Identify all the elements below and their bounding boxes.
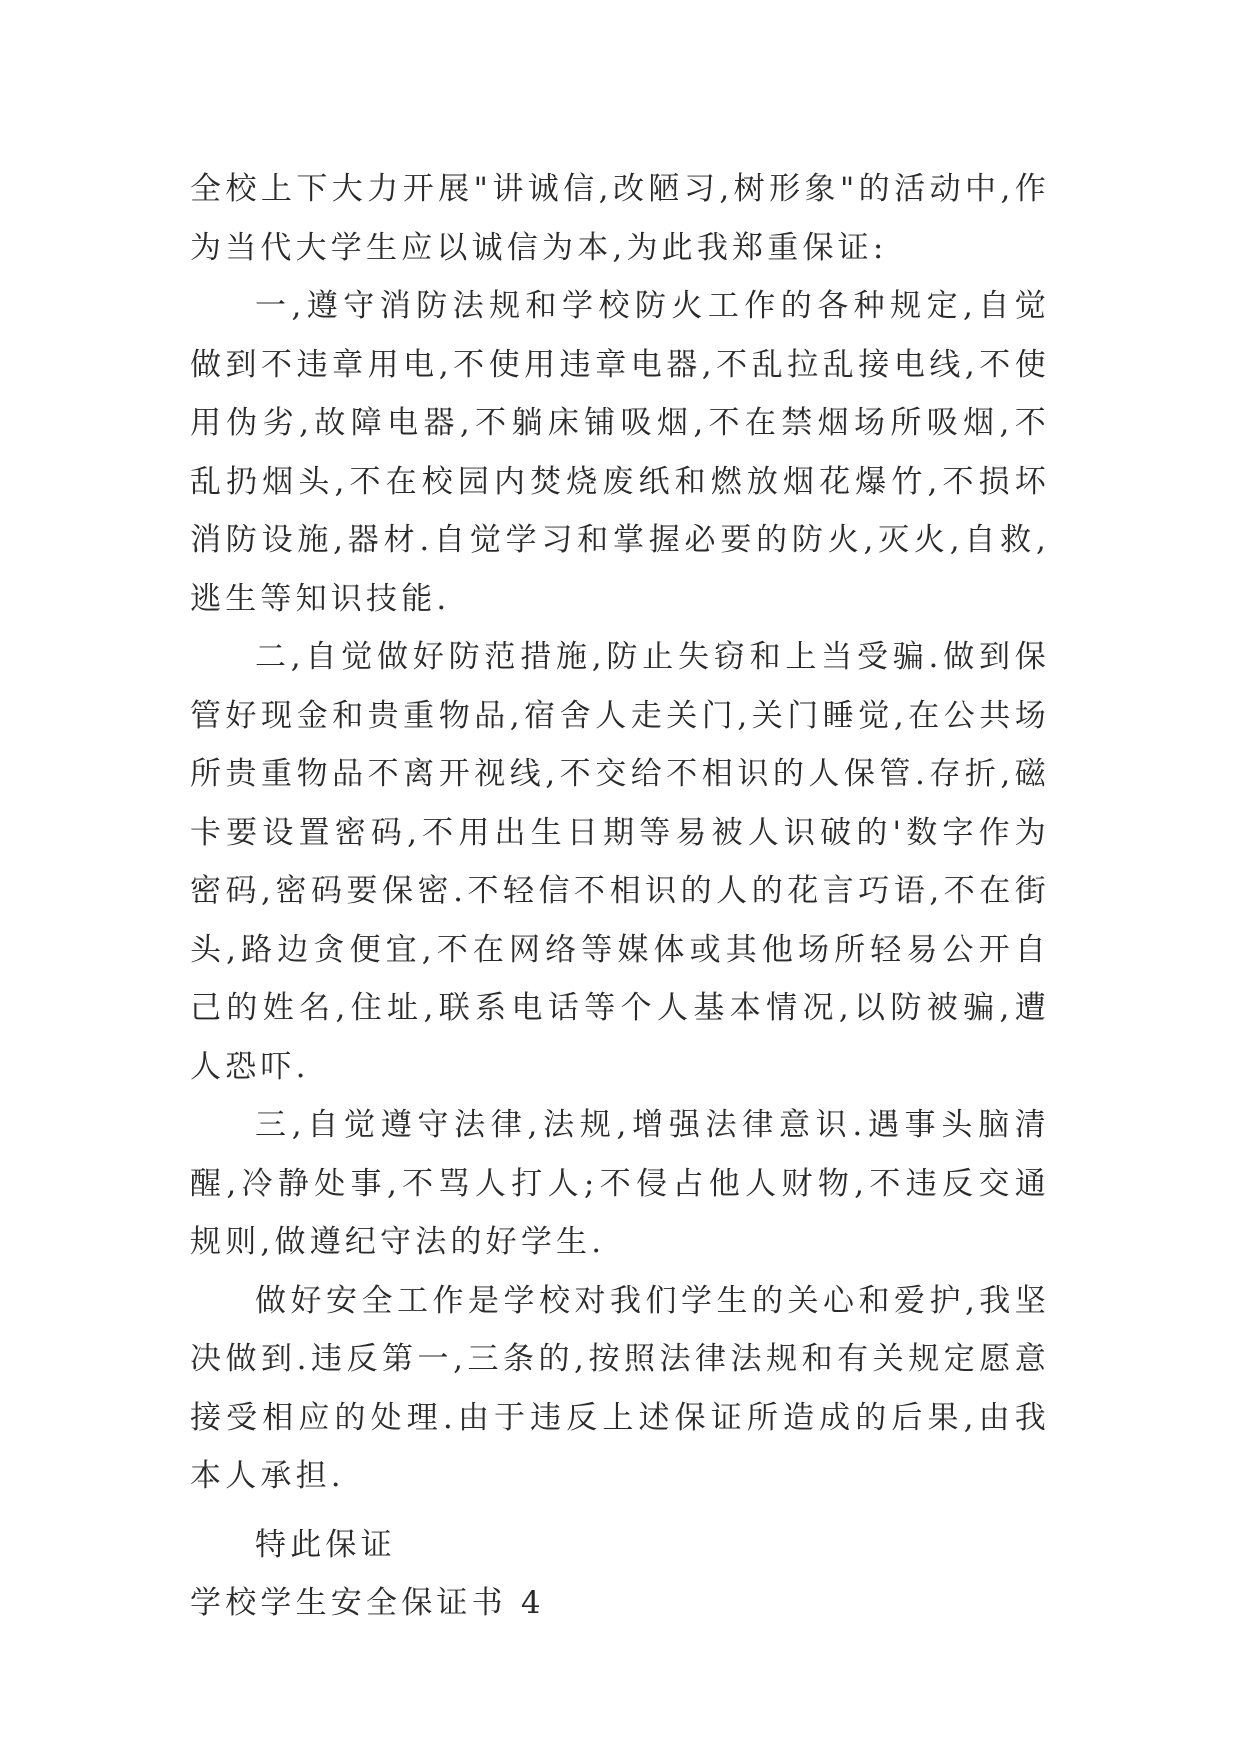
- document-page: [190, 160, 1050, 1633]
- clause-one-paragraph: 一,遵守消防法规和学校防火工作的各种规定,自觉做到不违章用电,不使用违章电器,不乱拉乱接电线,不使用伪劣,故障电器,不躺床铺吸烟,不在禁烟场所吸烟,不乱扔烟头,不在校园内焚烧废纸和燃放烟花爆竹,不损坏消防设施,器材.自觉学习和掌握必要的防火,灭火,自救,逃生等知识技能.: [190, 288, 1050, 617]
- intro-paragraph: 全校上下大力开展"讲诚信,改陋习,树形象"的活动中,作为当代大学生应以诚信为本,为此我郑重保证:: [190, 171, 1050, 266]
- closing-statement: 特此保证: [255, 1526, 396, 1563]
- commitment-paragraph: 做好安全工作是学校对我们学生的关心和爱护,我坚决做到.违反第一,三条的,按照法律法规和有关规定愿意接受相应的处理.由于违反上述保证所造成的后果,由我本人承担.: [190, 1282, 1050, 1494]
- clause-three-paragraph: 三,自觉遵守法律,法规,增强法律意识.遇事头脑清醒,冷静处事,不骂人打人;不侵占他人财物,不违反交通规则,做遵纪守法的好学生.: [190, 1107, 1050, 1260]
- section-heading: 学校学生安全保证书 4: [190, 1585, 545, 1621]
- clause-two-paragraph: 二,自觉做好防范措施,防止失窃和上当受骗.做到保管好现金和贵重物品,宿舍人走关门,关门睡觉,在公共场所贵重物品不离开视线,不交给不相识的人保管.存折,磁卡要设置密码,不用出生日期等易被人识破的'数字作为密码,密码要保密.不轻信不相识的人的花言巧语,不在街头,路边贪便宜,不在网络等媒体或其他场所轻易公开自己的姓名,住址,联系电话等个人基本情况,以防被骗,遭人恐吓.: [190, 639, 1050, 1085]
